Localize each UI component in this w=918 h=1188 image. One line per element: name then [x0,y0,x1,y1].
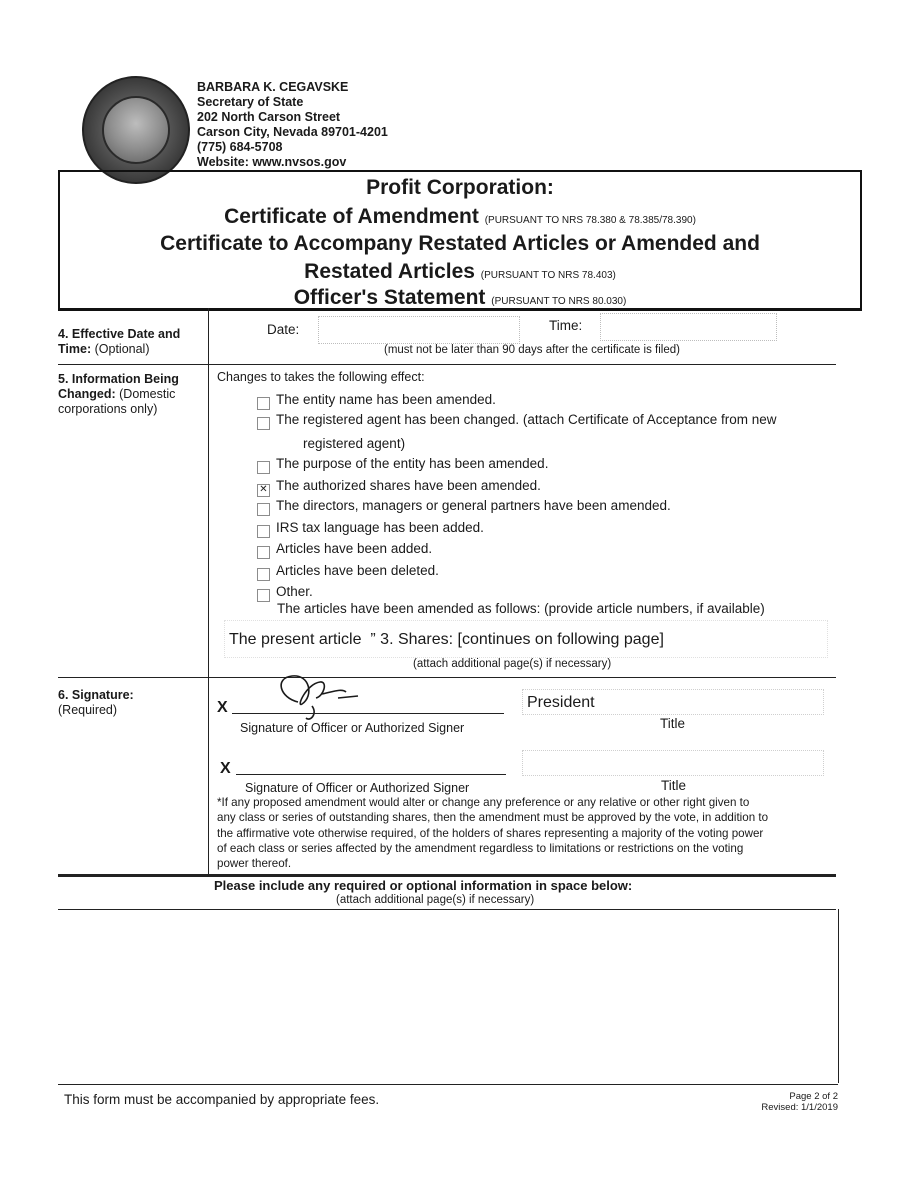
additional-info-area[interactable] [58,910,836,1082]
date-field[interactable] [318,316,520,344]
signature-1-line[interactable] [232,713,504,714]
time-label: Time: [549,318,583,333]
fees-notice: This form must be accompanied by appropriate fees. [64,1092,380,1107]
section-6-divider [58,874,836,877]
title-line-5 [60,286,860,310]
page-info [738,1091,838,1113]
date-label: Date: [267,322,300,337]
checkbox-entity-name[interactable] [257,397,270,410]
check-x-icon: ✕ [259,484,268,495]
handwritten-signature [262,668,382,724]
title-line-5-note: (PURSUANT TO NRS 80.030) [491,296,627,307]
section-4-divider [58,364,836,365]
option-registered-agent: The registered agent has been changed. (attach Certificate of Acceptance from new [276,412,777,427]
signature-2-x: X [220,760,231,777]
disclaimer-line: the affirmative vote otherwise required, of the holders of shares representing a majority of the voting power [217,826,764,840]
street-address: 202 North Carson Street [197,110,341,124]
section-5-domestic: (Domestic [119,387,176,401]
nevada-state-seal [82,76,190,184]
checkbox-registered-agent[interactable] [257,417,270,430]
section-4-label [58,327,180,357]
title-line-2 [60,205,860,229]
effective-date-note: (must not be later than 90 days after the certificate is filed) [384,344,680,356]
phone-number: (775) 684-5708 [197,140,283,154]
amendment-text-field[interactable] [224,620,828,658]
option-entity-name: The entity name has been amended. [276,392,496,407]
time-field[interactable] [600,313,777,341]
option-directors: The directors, managers or general partners have been amended. [276,498,671,513]
amendment-text-value: The present article ” 3. Shares: [continues on following page] [229,631,664,648]
title-line-1: Profit Corporation: [366,176,554,199]
amendment-prompt: The articles have been amended as follows: (provide article numbers, if available) [277,601,765,616]
checkbox-articles-added[interactable] [257,546,270,559]
title-2-caption: Title [661,778,687,793]
title-line-4 [60,260,860,284]
section-6-required: (Required) [58,703,118,717]
title-1-caption: Title [660,716,686,731]
disclaimer-line: any class or series of outstanding shares, then the amendment must be approved by the vote, in addition to [217,811,769,825]
additional-info-heading: Please include any required or optional information in space below: [214,878,633,893]
office-title: Secretary of State [197,95,304,109]
footer-rule [58,1084,838,1085]
title-1-value: President [527,694,595,711]
title-2-field[interactable] [522,750,824,776]
section-5-title: 5. Information Being [58,372,179,386]
checkbox-articles-deleted[interactable] [257,568,270,581]
city-address: Carson City, Nevada 89701-4201 [197,125,388,139]
title-officers-statement: Officer's Statement [293,286,486,309]
seal-emblem-icon [102,96,170,164]
office-address-block [197,80,388,170]
website: Website: www.nvsos.gov [197,155,347,169]
amendment-disclaimer [217,795,768,871]
section-4-optional: (Optional) [94,342,150,356]
signature-1-x: X [217,699,228,716]
signature-1-caption: Signature of Officer or Authorized Signer [240,721,465,735]
section-4-title: 4. Effective Date and [58,327,181,341]
checkbox-authorized-shares[interactable] [257,484,270,497]
changes-intro: Changes to takes the following effect: [217,370,425,384]
checkbox-purpose[interactable] [257,461,270,474]
option-purpose: The purpose of the entity has been amended. [276,456,549,471]
checkbox-directors[interactable] [257,503,270,516]
section-6-title: 6. Signature: [58,688,134,702]
section-4-title-cont: Time: [58,342,92,356]
section-5-label [58,372,179,417]
attach-pages-note: (attach additional page(s) if necessary) [413,658,612,670]
option-registered-agent-cont: registered agent) [303,436,406,451]
section-5-divider [58,677,836,678]
page-number: Page 2 of 2 [789,1091,838,1102]
section-5-domestic-cont: corporations only) [58,402,158,416]
option-articles-added: Articles have been added. [276,541,433,556]
signature-2-caption: Signature of Officer or Authorized Signer [245,781,470,795]
title-line-2-note: (PURSUANT TO NRS 78.380 & 78.385/78.390) [484,215,696,226]
option-irs-language: IRS tax language has been added. [276,520,484,535]
additional-info-note: (attach additional page(s) if necessary) [336,894,535,906]
checkbox-other[interactable] [257,589,270,602]
column-divider [208,308,209,875]
option-authorized-shares: The authorized shares have been amended. [276,478,541,493]
checkbox-irs-language[interactable] [257,525,270,538]
title-1-field[interactable] [522,689,824,715]
section-5-title-cont: Changed: [58,387,116,401]
secretary-name: BARBARA K. CEGAVSKE [197,80,349,94]
option-other: Other. [276,584,313,599]
disclaimer-line: *If any proposed amendment would alter or change any preference or any relative or other right given to [217,796,750,809]
signature-2-line[interactable] [236,774,506,775]
disclaimer-line: of each class or series affected by the amendment regardless to limitations or restrictions on the voting [217,841,744,855]
disclaimer-line: power thereof. [217,857,292,871]
title-line-3: Certificate to Accompany Restated Articles or Amended and [160,232,760,255]
title-certificate-of-amendment: Certificate of Amendment [224,205,479,228]
option-articles-deleted: Articles have been deleted. [276,563,439,578]
section-6-label [58,688,134,718]
title-restated-articles: Restated Articles [304,260,475,283]
revised-date: Revised: 1/1/2019 [761,1102,838,1113]
form-title-box [58,170,862,311]
additional-info-right-border [838,909,839,1083]
title-line-4-note: (PURSUANT TO NRS 78.403) [480,270,616,281]
